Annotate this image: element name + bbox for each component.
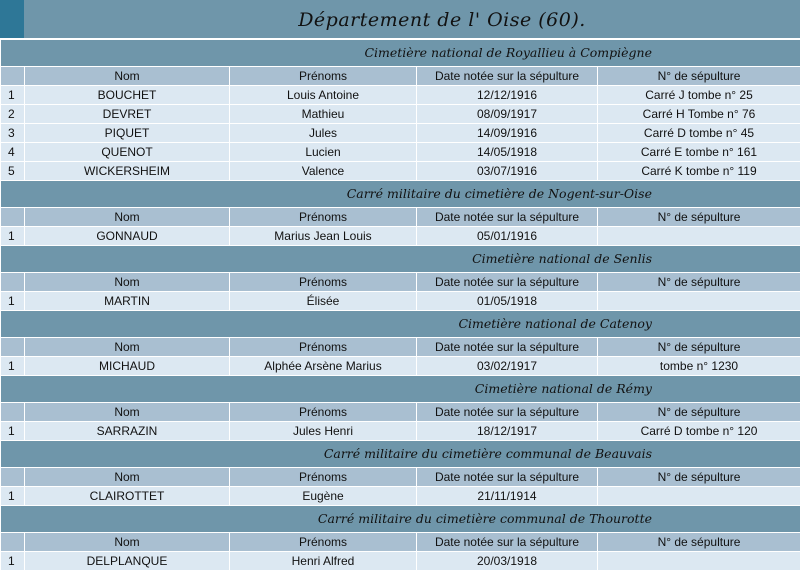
cell-nom[interactable]: QUENOT	[25, 143, 230, 162]
section-title: Cimetière national de Rémy	[1, 376, 800, 403]
section-header	[1, 40, 800, 67]
cell-prenoms[interactable]: Henri Alfred	[230, 552, 417, 571]
cell-nom[interactable]: CLAIROTTET	[25, 487, 230, 506]
cell-sepulture[interactable]: Carré E tombe n° 161	[598, 143, 800, 162]
cell-prenoms[interactable]: Jules	[230, 124, 417, 143]
column-header-num	[1, 67, 25, 86]
cell-date[interactable]: 08/09/1917	[417, 105, 598, 124]
table-row	[1, 86, 800, 105]
cell-sepulture[interactable]	[598, 552, 800, 571]
section-header	[1, 376, 800, 403]
column-header-prenoms: Prénoms	[230, 533, 417, 552]
column-header-prenoms: Prénoms	[230, 338, 417, 357]
column-header-row	[1, 533, 800, 552]
title-bar	[0, 0, 800, 39]
cell-date[interactable]: 14/09/1916	[417, 124, 598, 143]
cemetery-table	[0, 39, 800, 571]
section-title: Cimetière national de Catenoy	[1, 311, 800, 338]
column-header-sepulture: N° de sépulture	[598, 67, 800, 86]
cell-num[interactable]: 1	[1, 357, 25, 376]
column-header-date: Date notée sur la sépulture	[417, 208, 598, 227]
section-header	[1, 441, 800, 468]
column-header-sepulture: N° de sépulture	[598, 208, 800, 227]
cell-sepulture[interactable]: Carré D tombe n° 45	[598, 124, 800, 143]
column-header-date: Date notée sur la sépulture	[417, 468, 598, 487]
cell-num[interactable]: 5	[1, 162, 25, 181]
column-header-date: Date notée sur la sépulture	[417, 338, 598, 357]
section-header	[1, 311, 800, 338]
title-accent	[0, 0, 24, 38]
column-header-sepulture: N° de sépulture	[598, 403, 800, 422]
column-header-date: Date notée sur la sépulture	[417, 403, 598, 422]
column-header-row	[1, 67, 800, 86]
cell-num[interactable]: 3	[1, 124, 25, 143]
cell-sepulture[interactable]: Carré D tombe n° 120	[598, 422, 800, 441]
cell-num[interactable]: 2	[1, 105, 25, 124]
column-header-num	[1, 208, 25, 227]
column-header-nom: Nom	[25, 67, 230, 86]
cell-date[interactable]: 01/05/1918	[417, 292, 598, 311]
column-header-sepulture: N° de sépulture	[598, 533, 800, 552]
table-row	[1, 162, 800, 181]
column-header-num	[1, 403, 25, 422]
column-header-prenoms: Prénoms	[230, 273, 417, 292]
column-header-date: Date notée sur la sépulture	[417, 67, 598, 86]
column-header-sepulture: N° de sépulture	[598, 468, 800, 487]
table-row	[1, 552, 800, 571]
column-header-row	[1, 468, 800, 487]
cell-sepulture[interactable]: tombe n° 1230	[598, 357, 800, 376]
cell-prenoms[interactable]: Mathieu	[230, 105, 417, 124]
section-title: Carré militaire du cimetière communal de Thourotte	[1, 506, 800, 533]
cell-sepulture[interactable]	[598, 227, 800, 246]
cell-date[interactable]: 14/05/1918	[417, 143, 598, 162]
cell-date[interactable]: 20/03/1918	[417, 552, 598, 571]
cell-nom[interactable]: SARRAZIN	[25, 422, 230, 441]
column-header-nom: Nom	[25, 403, 230, 422]
cell-date[interactable]: 05/01/1916	[417, 227, 598, 246]
cell-nom[interactable]: PIQUET	[25, 124, 230, 143]
column-header-prenoms: Prénoms	[230, 468, 417, 487]
cell-num[interactable]: 1	[1, 227, 25, 246]
column-header-row	[1, 338, 800, 357]
cell-prenoms[interactable]: Élisée	[230, 292, 417, 311]
table-row	[1, 357, 800, 376]
cell-num[interactable]: 4	[1, 143, 25, 162]
cell-num[interactable]: 1	[1, 487, 25, 506]
page-title: Département de l' Oise (60).	[24, 0, 800, 38]
table-row	[1, 422, 800, 441]
column-header-nom: Nom	[25, 273, 230, 292]
column-header-nom: Nom	[25, 533, 230, 552]
column-header-row	[1, 208, 800, 227]
column-header-row	[1, 273, 800, 292]
column-header-nom: Nom	[25, 468, 230, 487]
cell-date[interactable]: 21/11/1914	[417, 487, 598, 506]
column-header-sepulture: N° de sépulture	[598, 273, 800, 292]
cell-num[interactable]: 1	[1, 422, 25, 441]
cell-sepulture[interactable]: Carré K tombe n° 119	[598, 162, 800, 181]
cell-nom[interactable]: GONNAUD	[25, 227, 230, 246]
cell-prenoms[interactable]: Jules Henri	[230, 422, 417, 441]
table-row	[1, 292, 800, 311]
cell-sepulture[interactable]	[598, 292, 800, 311]
table-row	[1, 227, 800, 246]
section-title: Cimetière national de Royallieu à Compiègne	[1, 40, 800, 67]
cell-prenoms[interactable]: Louis Antoine	[230, 86, 417, 105]
cell-nom[interactable]: DEVRET	[25, 105, 230, 124]
section-header	[1, 181, 800, 208]
table-row	[1, 487, 800, 506]
table-row	[1, 143, 800, 162]
column-header-nom: Nom	[25, 208, 230, 227]
cell-num[interactable]: 1	[1, 552, 25, 571]
cell-nom[interactable]: WICKERSHEIM	[25, 162, 230, 181]
section-title: Carré militaire du cimetière communal de Beauvais	[1, 441, 800, 468]
column-header-num	[1, 468, 25, 487]
cell-sepulture[interactable]	[598, 487, 800, 506]
cell-date[interactable]: 12/12/1916	[417, 86, 598, 105]
cell-prenoms[interactable]: Marius Jean Louis	[230, 227, 417, 246]
cell-nom[interactable]: BOUCHET	[25, 86, 230, 105]
column-header-num	[1, 273, 25, 292]
column-header-num	[1, 338, 25, 357]
column-header-date: Date notée sur la sépulture	[417, 533, 598, 552]
cell-prenoms[interactable]: Eugène	[230, 487, 417, 506]
column-header-nom: Nom	[25, 338, 230, 357]
section-header	[1, 506, 800, 533]
cell-sepulture[interactable]: Carré H Tombe n° 76	[598, 105, 800, 124]
cell-num[interactable]: 1	[1, 86, 25, 105]
column-header-row	[1, 403, 800, 422]
cell-prenoms[interactable]: Valence	[230, 162, 417, 181]
table-row	[1, 105, 800, 124]
column-header-prenoms: Prénoms	[230, 67, 417, 86]
cell-prenoms[interactable]: Alphée Arsène Marius	[230, 357, 417, 376]
cell-num[interactable]: 1	[1, 292, 25, 311]
column-header-date: Date notée sur la sépulture	[417, 273, 598, 292]
cell-nom[interactable]: MARTIN	[25, 292, 230, 311]
cell-date[interactable]: 03/07/1916	[417, 162, 598, 181]
section-header	[1, 246, 800, 273]
cell-sepulture[interactable]: Carré J tombe n° 25	[598, 86, 800, 105]
cell-nom[interactable]: DELPLANQUE	[25, 552, 230, 571]
cell-date[interactable]: 18/12/1917	[417, 422, 598, 441]
section-title: Carré militaire du cimetière de Nogent-sur-Oise	[1, 181, 800, 208]
cell-date[interactable]: 03/02/1917	[417, 357, 598, 376]
column-header-prenoms: Prénoms	[230, 403, 417, 422]
column-header-prenoms: Prénoms	[230, 208, 417, 227]
section-title: Cimetière national de Senlis	[1, 246, 800, 273]
cell-prenoms[interactable]: Lucien	[230, 143, 417, 162]
column-header-num	[1, 533, 25, 552]
cell-nom[interactable]: MICHAUD	[25, 357, 230, 376]
column-header-sepulture: N° de sépulture	[598, 338, 800, 357]
table-row	[1, 124, 800, 143]
